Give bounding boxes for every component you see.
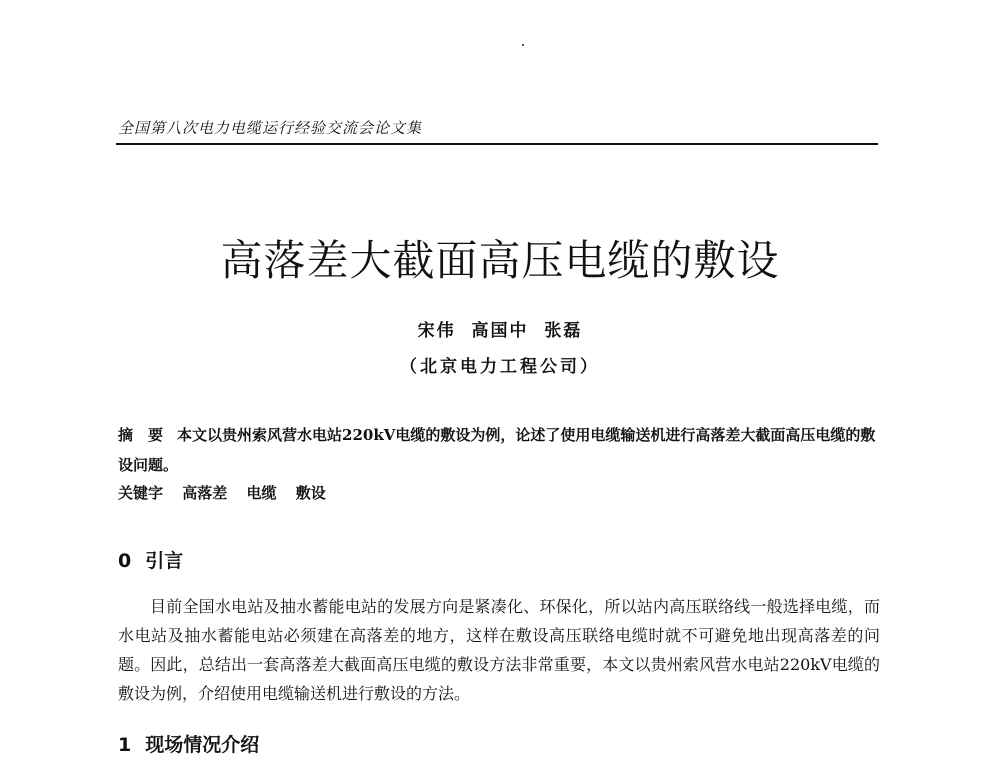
author-list	[0, 316, 1000, 341]
abstract-label: 摘 要	[118, 426, 164, 444]
author-name: 张磊	[544, 321, 583, 341]
abstract-block	[118, 420, 878, 480]
keyword: 敷设	[295, 484, 326, 502]
abstract-text: 本文以贵州索风营水电站220kV电缆的敷设为例，论述了使用电缆输送机进行高落差大截面高压电缆的敷设问题。	[118, 426, 876, 474]
keywords-block	[118, 482, 878, 503]
keyword: 高落差	[182, 484, 228, 502]
keywords-label: 关键字	[118, 484, 164, 502]
section-heading-site-situation	[118, 730, 259, 757]
author-affiliation: （北京电力工程公司）	[400, 357, 600, 377]
introduction-paragraph: 目前全国水电站及抽水蓄能电站的发展方向是紧凑化、环保化，所以站内高压联络线一般选择电缆，而水电站及抽水蓄能电站必须建在高落差的地方，这样在敷设高压联络电缆时就不可避免地出现高落差的问题。因此，总结出一套高落差大截面高压电缆的敷设方法非常重要，本文以贵州索风营水电站220kV电缆的敷设为例，介绍使用电缆输送机进行敷设的方法。	[118, 597, 880, 703]
header-rule	[116, 143, 878, 145]
scan-speck	[522, 44, 524, 46]
section-title: 现场情况介绍	[145, 734, 260, 756]
running-header: 全国第八次电力电缆运行经验交流会论文集	[118, 119, 423, 137]
author-name: 宋伟	[417, 321, 456, 341]
paper-title: 高落差大截面高压电缆的敷设	[220, 236, 780, 285]
section-title: 引言	[145, 550, 184, 572]
author-name: 高国中	[471, 321, 529, 341]
section-number: 0	[118, 550, 132, 572]
keyword: 电缆	[246, 484, 277, 502]
section-heading-introduction	[118, 546, 183, 573]
section-number: 1	[118, 734, 132, 756]
